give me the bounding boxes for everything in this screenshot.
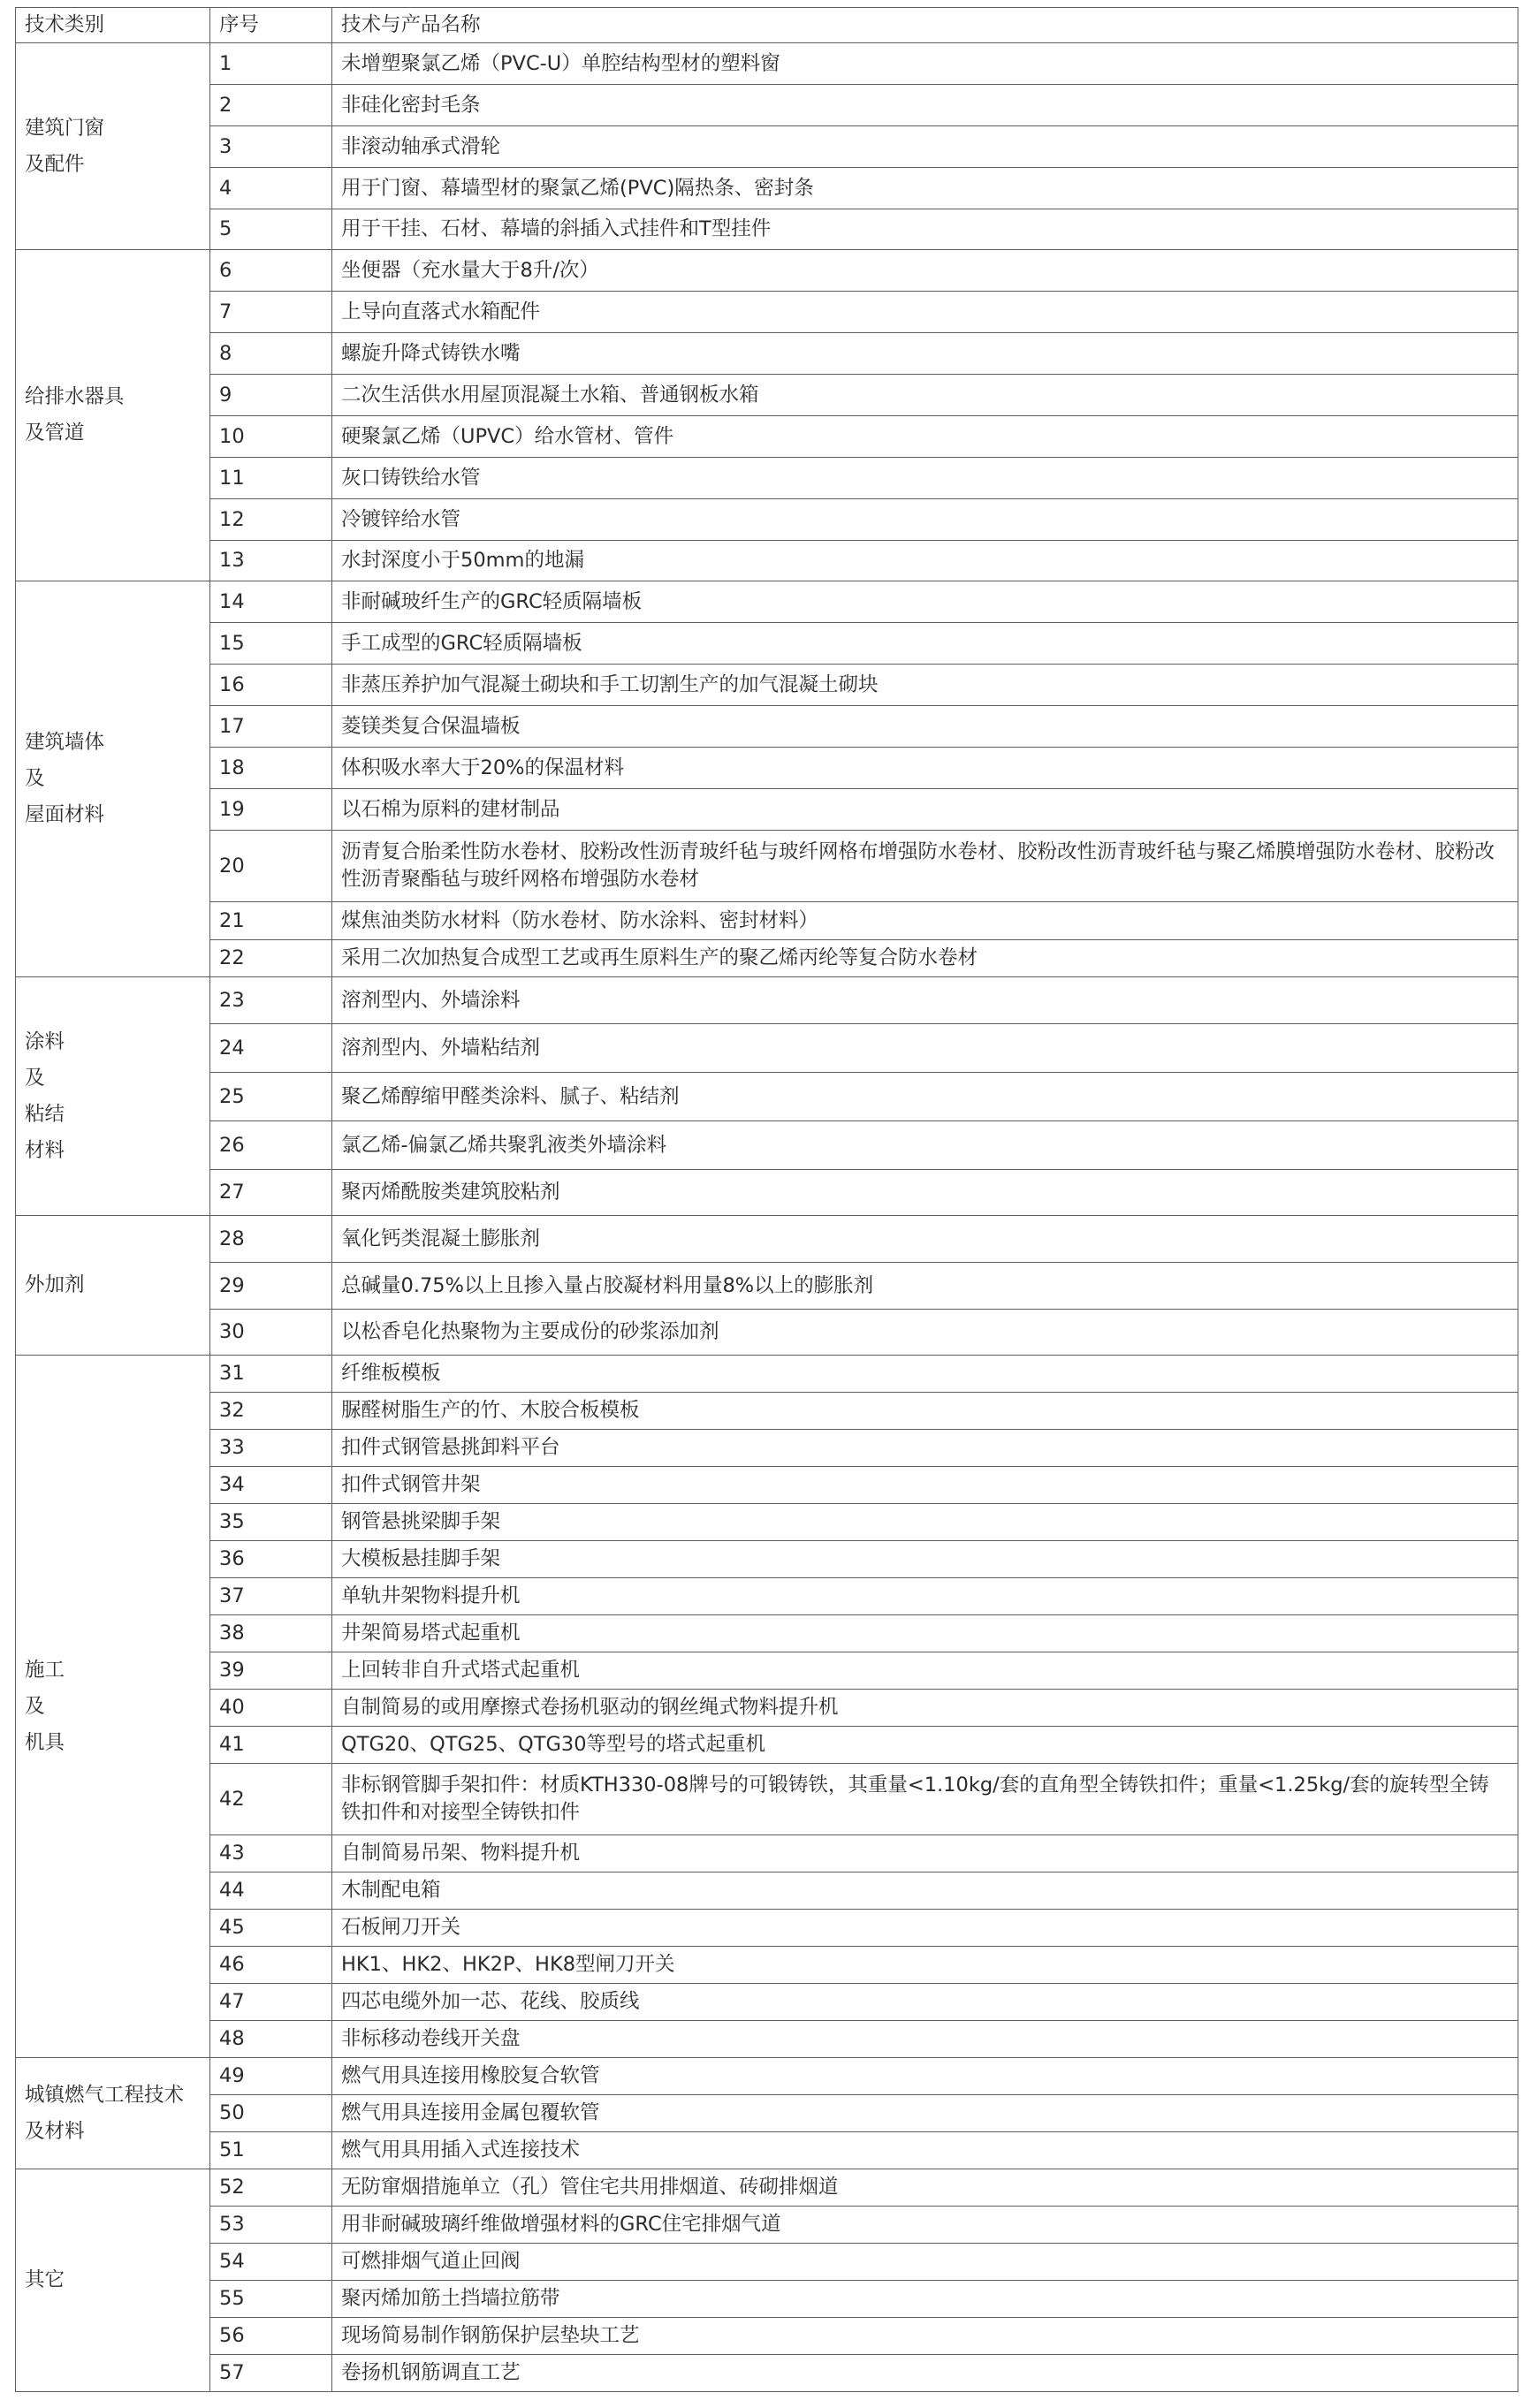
table-row: [16, 2058, 1518, 2095]
table-row: [16, 1690, 1518, 1727]
seq-cell: 30: [210, 1310, 332, 1356]
table-row: [16, 1984, 1518, 2021]
table-row: [16, 1393, 1518, 1430]
name-cell: 灰口铸铁给水管: [332, 458, 1518, 499]
name-cell: 未增塑聚氯乙烯（PVC-U）单腔结构型材的塑料窗: [332, 43, 1518, 85]
category-label-line: 涂料: [25, 1029, 65, 1053]
category-label-line: 城镇燃气工程技术: [25, 2083, 185, 2107]
name-cell: 溶剂型内、外墙粘结剂: [332, 1024, 1518, 1073]
name-cell: 无防窜烟措施单立（孔）管住宅共用排烟道、砖砌排烟道: [332, 2169, 1518, 2207]
category-label-line: 材料: [25, 1138, 65, 1162]
seq-cell: 34: [210, 1467, 332, 1504]
name-cell: 氯乙烯-偏氯乙烯共聚乳液类外墙涂料: [332, 1121, 1518, 1170]
table-row: [16, 250, 1518, 292]
name-cell: 非标钢管脚手架扣件：材质KTH330-08牌号的可锻铸铁，其重量<1.10kg/套的直角型全铸铁扣件；重量<1.25kg/套的旋转型全铸铁扣件和对接型全铸铁扣件: [332, 1764, 1518, 1835]
seq-cell: 12: [210, 499, 332, 541]
name-cell: 非滚动轴承式滑轮: [332, 126, 1518, 168]
seq-cell: 33: [210, 1430, 332, 1467]
name-cell: 用于干挂、石材、幕墙的斜插入式挂件和T型挂件: [332, 209, 1518, 250]
category-cell: [16, 43, 210, 250]
category-label-line: 粘结: [25, 1102, 65, 1126]
seq-cell: 31: [210, 1356, 332, 1393]
table-row: [16, 581, 1518, 623]
seq-cell: 29: [210, 1263, 332, 1310]
name-cell: 水封深度小于50mm的地漏: [332, 541, 1518, 581]
seq-cell: 11: [210, 458, 332, 499]
seq-cell: 1: [210, 43, 332, 85]
name-cell: 螺旋升降式铸铁水嘴: [332, 333, 1518, 375]
category-label-line: 及: [25, 1694, 45, 1718]
seq-cell: 52: [210, 2169, 332, 2207]
category-label-line: 及: [25, 767, 45, 790]
name-cell: 手工成型的GRC轻质隔墙板: [332, 623, 1518, 665]
seq-cell: 32: [210, 1393, 332, 1430]
seq-cell: 44: [210, 1872, 332, 1910]
name-cell: 非标移动卷线开关盘: [332, 2021, 1518, 2058]
table-row: [16, 1652, 1518, 1690]
name-cell: 沥青复合胎柔性防水卷材、胶粉改性沥青玻纤毡与玻纤网格布增强防水卷材、胶粉改性沥青玻纤毡与聚乙烯膜增强防水卷材、胶粉改性沥青聚酯毡与玻纤网格布增强防水卷材: [332, 831, 1518, 902]
name-cell: 坐便器（充水量大于8升/次）: [332, 250, 1518, 292]
category-label-line: 施工: [25, 1658, 65, 1682]
seq-cell: 47: [210, 1984, 332, 2021]
name-cell: 卷扬机钢筋调直工艺: [332, 2355, 1518, 2392]
name-cell: 现场简易制作钢筋保护层垫块工艺: [332, 2318, 1518, 2355]
name-cell: 木制配电箱: [332, 1872, 1518, 1910]
category-cell: [16, 2058, 210, 2169]
category-cell: [16, 250, 210, 581]
name-cell: HK1、HK2、HK2P、HK8型闸刀开关: [332, 1947, 1518, 1984]
table-row: [16, 416, 1518, 458]
category-cell: [16, 1356, 210, 2058]
seq-cell: 15: [210, 623, 332, 665]
seq-cell: 23: [210, 977, 332, 1024]
table-row: [16, 2095, 1518, 2132]
name-cell: 上回转非自升式塔式起重机: [332, 1652, 1518, 1690]
name-cell: 扣件式钢管悬挑卸料平台: [332, 1430, 1518, 1467]
name-cell: 燃气用具连接用橡胶复合软管: [332, 2058, 1518, 2095]
table-row: [16, 1615, 1518, 1652]
category-label-line: 建筑墙体: [25, 731, 105, 754]
seq-cell: 20: [210, 831, 332, 902]
seq-cell: 55: [210, 2281, 332, 2318]
name-cell: 大模板悬挂脚手架: [332, 1541, 1518, 1578]
seq-cell: 45: [210, 1910, 332, 1947]
table-row: [16, 2169, 1518, 2207]
table-row: [16, 1216, 1518, 1263]
table-row: [16, 1910, 1518, 1947]
seq-cell: 13: [210, 541, 332, 581]
table-row: [16, 292, 1518, 333]
table-row: [16, 209, 1518, 250]
name-cell: 非蒸压养护加气混凝土砌块和手工切割生产的加气混凝土砌块: [332, 665, 1518, 706]
table-row: [16, 706, 1518, 748]
table-row: [16, 789, 1518, 831]
header-name: 技术与产品名称: [332, 8, 1518, 43]
table-row: [16, 2318, 1518, 2355]
name-cell: 冷镀锌给水管: [332, 499, 1518, 541]
table-row: [16, 1835, 1518, 1872]
category-label-line: 屋面材料: [25, 803, 105, 826]
seq-cell: 41: [210, 1727, 332, 1764]
name-cell: 上导向直落式水箱配件: [332, 292, 1518, 333]
table-row: [16, 1356, 1518, 1393]
table-row: [16, 541, 1518, 581]
table-row: [16, 2244, 1518, 2281]
category-label-line: 及配件: [25, 152, 85, 176]
name-cell: 以石棉为原料的建材制品: [332, 789, 1518, 831]
seq-cell: 25: [210, 1073, 332, 1121]
table-row: [16, 2132, 1518, 2169]
seq-cell: 51: [210, 2132, 332, 2169]
table-row: [16, 748, 1518, 789]
category-label-line: 机具: [25, 1730, 65, 1754]
seq-cell: 8: [210, 333, 332, 375]
seq-cell: 7: [210, 292, 332, 333]
name-cell: 二次生活供水用屋顶混凝土水箱、普通钢板水箱: [332, 375, 1518, 416]
seq-cell: 3: [210, 126, 332, 168]
name-cell: QTG20、QTG25、QTG30等型号的塔式起重机: [332, 1727, 1518, 1764]
seq-cell: 19: [210, 789, 332, 831]
seq-cell: 2: [210, 85, 332, 126]
name-cell: 四芯电缆外加一芯、花线、胶质线: [332, 1984, 1518, 2021]
table-row: [16, 1541, 1518, 1578]
seq-cell: 37: [210, 1578, 332, 1615]
seq-cell: 38: [210, 1615, 332, 1652]
table-row: [16, 1764, 1518, 1835]
table-row: [16, 623, 1518, 665]
table-row: [16, 333, 1518, 375]
table-row: [16, 940, 1518, 977]
seq-cell: 4: [210, 168, 332, 209]
table-row: [16, 902, 1518, 940]
table-row: [16, 1578, 1518, 1615]
table-row: [16, 1073, 1518, 1121]
seq-cell: 28: [210, 1216, 332, 1263]
table-row: [16, 1727, 1518, 1764]
seq-cell: 36: [210, 1541, 332, 1578]
table-row: [16, 1947, 1518, 1984]
name-cell: 燃气用具用插入式连接技术: [332, 2132, 1518, 2169]
table-row: [16, 1467, 1518, 1504]
category-label-line: 及管道: [25, 422, 85, 444]
table-row: [16, 1170, 1518, 1216]
category-cell: [16, 1216, 210, 1356]
seq-cell: 53: [210, 2207, 332, 2244]
table-row: [16, 1872, 1518, 1910]
table-row: [16, 665, 1518, 706]
table-row: [16, 1504, 1518, 1541]
tech-table: [15, 7, 1518, 2392]
table-row: [16, 43, 1518, 85]
name-cell: 扣件式钢管井架: [332, 1467, 1518, 1504]
table-row: [16, 85, 1518, 126]
name-cell: 聚丙烯酰胺类建筑胶粘剂: [332, 1170, 1518, 1216]
seq-cell: 9: [210, 375, 332, 416]
seq-cell: 6: [210, 250, 332, 292]
name-cell: 体积吸水率大于20%的保温材料: [332, 748, 1518, 789]
seq-cell: 39: [210, 1652, 332, 1690]
name-cell: 以松香皂化热聚物为主要成份的砂浆添加剂: [332, 1310, 1518, 1356]
table-row: [16, 499, 1518, 541]
seq-cell: 50: [210, 2095, 332, 2132]
table-row: [16, 1310, 1518, 1356]
name-cell: 自制简易吊架、物料提升机: [332, 1835, 1518, 1872]
category-cell: [16, 977, 210, 1216]
table-row: [16, 2355, 1518, 2392]
seq-cell: 56: [210, 2318, 332, 2355]
seq-cell: 49: [210, 2058, 332, 2095]
table-row: [16, 831, 1518, 902]
table-row: [16, 2021, 1518, 2058]
table-row: [16, 168, 1518, 209]
seq-cell: 46: [210, 1947, 332, 1984]
name-cell: 纤维板模板: [332, 1356, 1518, 1393]
seq-cell: 35: [210, 1504, 332, 1541]
name-cell: 脲醛树脂生产的竹、木胶合板模板: [332, 1393, 1518, 1430]
table-row: [16, 2207, 1518, 2244]
seq-cell: 14: [210, 581, 332, 623]
name-cell: 非耐碱玻纤生产的GRC轻质隔墙板: [332, 581, 1518, 623]
seq-cell: 54: [210, 2244, 332, 2281]
table-row: [16, 1430, 1518, 1467]
name-cell: 氧化钙类混凝土膨胀剂: [332, 1216, 1518, 1263]
table-row: [16, 458, 1518, 499]
category-label-line: 外加剂: [25, 1273, 85, 1296]
table-row: [16, 1024, 1518, 1073]
category-label-line: 建筑门窗: [25, 116, 105, 140]
name-cell: 自制简易的或用摩擦式卷扬机驱动的钢丝绳式物料提升机: [332, 1690, 1518, 1727]
name-cell: 钢管悬挑梁脚手架: [332, 1504, 1518, 1541]
category-cell: [16, 2169, 210, 2392]
table-row: [16, 1263, 1518, 1310]
category-label-line: 及材料: [25, 2119, 85, 2143]
name-cell: 井架简易塔式起重机: [332, 1615, 1518, 1652]
name-cell: 硬聚氯乙烯（UPVC）给水管材、管件: [332, 416, 1518, 458]
seq-cell: 26: [210, 1121, 332, 1170]
name-cell: 聚丙烯加筋土挡墙拉筋带: [332, 2281, 1518, 2318]
name-cell: 石板闸刀开关: [332, 1910, 1518, 1947]
seq-cell: 48: [210, 2021, 332, 2058]
name-cell: 单轨井架物料提升机: [332, 1578, 1518, 1615]
table-row: [16, 977, 1518, 1024]
seq-cell: 57: [210, 2355, 332, 2392]
name-cell: 用非耐碱玻璃纤维做增强材料的GRC住宅排烟气道: [332, 2207, 1518, 2244]
table-row: [16, 1121, 1518, 1170]
name-cell: 非硅化密封毛条: [332, 85, 1518, 126]
seq-cell: 43: [210, 1835, 332, 1872]
name-cell: 煤焦油类防水材料（防水卷材、防水涂料、密封材料）: [332, 902, 1518, 940]
seq-cell: 18: [210, 748, 332, 789]
category-label-line: 及: [25, 1066, 45, 1090]
header-category: 技术类别: [16, 8, 210, 43]
header-row: [16, 8, 1518, 43]
name-cell: 溶剂型内、外墙涂料: [332, 977, 1518, 1024]
category-label-line: 给排水器具: [25, 385, 125, 408]
name-cell: 菱镁类复合保温墙板: [332, 706, 1518, 748]
seq-cell: 22: [210, 940, 332, 977]
name-cell: 燃气用具连接用金属包覆软管: [332, 2095, 1518, 2132]
name-cell: 可燃排烟气道止回阀: [332, 2244, 1518, 2281]
table-row: [16, 126, 1518, 168]
table-row: [16, 375, 1518, 416]
seq-cell: 27: [210, 1170, 332, 1216]
seq-cell: 24: [210, 1024, 332, 1073]
name-cell: 总碱量0.75%以上且掺入量占胶凝材料用量8%以上的膨胀剂: [332, 1263, 1518, 1310]
header-seq: 序号: [210, 8, 332, 43]
seq-cell: 17: [210, 706, 332, 748]
seq-cell: 16: [210, 665, 332, 706]
seq-cell: 40: [210, 1690, 332, 1727]
seq-cell: 10: [210, 416, 332, 458]
name-cell: 采用二次加热复合成型工艺或再生原料生产的聚乙烯丙纶等复合防水卷材: [332, 940, 1518, 977]
name-cell: 用于门窗、幕墙型材的聚氯乙烯(PVC)隔热条、密封条: [332, 168, 1518, 209]
seq-cell: 42: [210, 1764, 332, 1835]
table-row: [16, 2281, 1518, 2318]
seq-cell: 5: [210, 209, 332, 250]
seq-cell: 21: [210, 902, 332, 940]
category-cell: [16, 581, 210, 977]
category-label-line: 其它: [25, 2268, 65, 2291]
name-cell: 聚乙烯醇缩甲醛类涂料、腻子、粘结剂: [332, 1073, 1518, 1121]
